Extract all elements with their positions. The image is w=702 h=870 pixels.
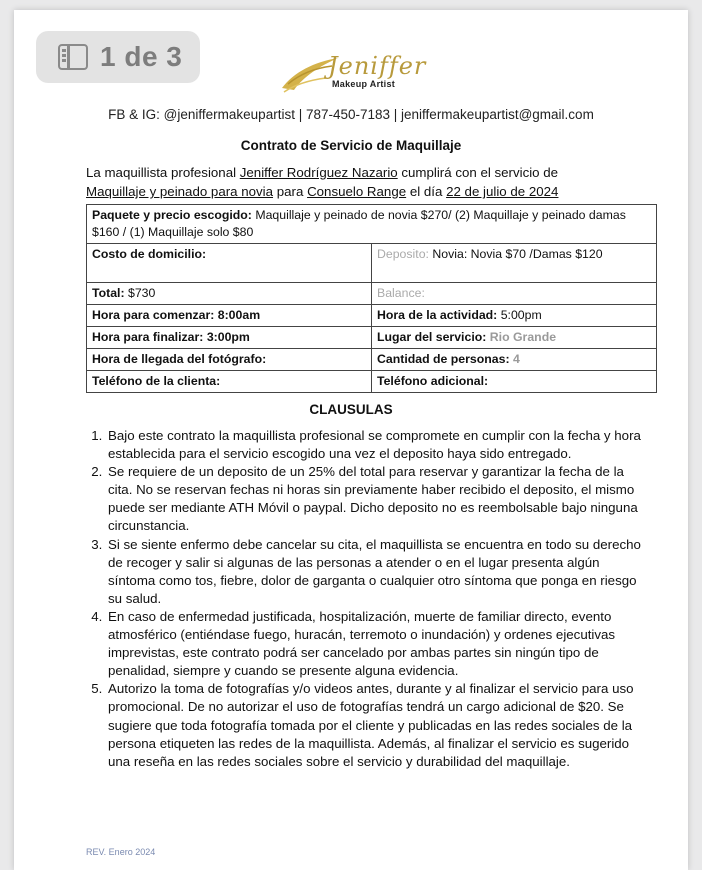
balance-label: Balance: — [377, 286, 425, 300]
balance-cell — [372, 283, 657, 305]
total-label: Total: — [92, 286, 125, 300]
service-details-table — [86, 204, 657, 393]
clausulas-heading: CLAUSULAS — [309, 402, 393, 417]
client-name: Consuelo Range — [307, 184, 407, 199]
end-time-value: 3:00pm — [206, 330, 250, 344]
intro-el-dia: el día — [409, 184, 443, 199]
extra-phone-cell — [372, 371, 657, 393]
logo-subtitle: Makeup Artist — [332, 79, 396, 89]
deposit-cell — [372, 244, 657, 283]
sidebar-pages-icon[interactable] — [58, 44, 88, 70]
clause-item: 1. Bajo este contrato la maquillista profesional se compromete en cumplir con la fecha y hora establecida para el servicio escogido una vez el deposito haya sido entregado. — [106, 427, 646, 463]
location-label: Lugar del servicio: — [377, 330, 487, 344]
home-cost-label: Costo de domicilio: — [92, 247, 207, 261]
people-value: 4 — [512, 352, 520, 366]
revision-note: REV. Enero 2024 — [86, 847, 156, 857]
event-date: 22 de julio de 2024 — [446, 184, 559, 199]
start-time-cell — [87, 305, 372, 327]
service-name: Maquillaje y peinado para novia — [86, 184, 274, 199]
intro-para: para — [276, 184, 304, 199]
clause-item: 3. Si se siente enfermo debe cancelar su cita, el maquillista se encuentra en todo su derecho de recoger y salir si algunas de las personas a atender o en el lugar presenta algún síntoma como tos, fiebre, dolor de garganta o cualquier otro síntoma que ponga en riesgo su salud. — [106, 536, 646, 608]
home-cost-cell — [87, 244, 372, 283]
activity-time-label: Hora de la actividad: — [377, 308, 498, 322]
page-indicator[interactable] — [36, 31, 200, 83]
brand-logo — [280, 46, 430, 98]
total-cell — [87, 283, 372, 305]
page-count-label: 1 de 3 — [100, 41, 183, 72]
clause-item: 5. Autorizo la toma de fotografías y/o videos antes, durante y al finalizar el servicio para uso promocional. De no autorizar el uso de fotografías tendrá un cargo adicional de $20. Se sugiere que toda fotografía tomada por el cliente y publicadas en las redes sociales de la persona etiqueten las redes de la maquillista. Además, al finalizar el servicio es sugerido una reseña en las redes sociales sobre el servicio y durabilidad del maquillaje. — [106, 680, 646, 770]
start-time-value: 8:00am — [217, 308, 261, 322]
package-label: Paquete y precio escogido: — [92, 208, 252, 222]
total-value: $730 — [127, 286, 156, 300]
people-label: Cantidad de personas: — [377, 352, 510, 366]
location-cell — [372, 327, 657, 349]
logo-script: Jeniffer — [328, 52, 427, 80]
package-cell — [87, 205, 657, 244]
activity-time-value: 5:00pm — [500, 308, 542, 322]
contact-line: FB & IG: @jeniffermakeupartist | 787-450-7183 | jeniffermakeupartist@gmail.com — [108, 107, 594, 122]
deposit-value: Novia: Novia $70 /Damas $120 — [432, 247, 603, 261]
deposit-label: Deposito: — [377, 247, 429, 261]
end-time-cell — [87, 327, 372, 349]
intro-paragraph — [86, 163, 626, 201]
end-time-label: Hora para finalizar: — [92, 330, 204, 344]
people-cell — [372, 349, 657, 371]
photographer-label: Hora de llegada del fotógrafo: — [92, 352, 267, 366]
clause-item: 2. Se requiere de un deposito de un 25% del total para reservar y garantizar la fecha de la cita. No se reservan fechas ni horas sin previamente haber recibido el deposito, el mismo puede ser mediante ATH Móvil o paypal. Dicho deposito no es reembolsable bajo ninguna circunstancia. — [106, 463, 646, 535]
client-phone-cell — [87, 371, 372, 393]
intro-prefix: La maquillista profesional — [86, 165, 237, 180]
activity-time-cell — [372, 305, 657, 327]
clauses-list — [86, 427, 646, 771]
document-title: Contrato de Servicio de Maquillaje — [240, 138, 462, 153]
artist-name: Jeniffer Rodríguez Nazario — [239, 165, 398, 180]
intro-middle: cumplirá con el servicio de — [401, 165, 559, 180]
start-time-label: Hora para comenzar: — [92, 308, 215, 322]
extra-phone-label: Teléfono adicional: — [377, 374, 489, 388]
client-phone-label: Teléfono de la clienta: — [92, 374, 221, 388]
location-value: Rio Grande — [489, 330, 557, 344]
package-value: Maquillaje y peinado de novia $270/ (2) Maquillaje y peinado damas $160 / (1) Maquillaje solo $80 — [92, 208, 626, 239]
photographer-cell — [87, 349, 372, 371]
clause-item: 4. En caso de enfermedad justificada, hospitalización, muerte de familiar directo, evento atmosférico (entiéndase fuego, huracán, terremoto o inundación) y ordenes ejecutivas imprevistas, este contrato podrá ser cancelado por ambas partes sin ningún tipo de penalidad, siempre y cuando se presente alguna evidencia. — [106, 608, 646, 680]
